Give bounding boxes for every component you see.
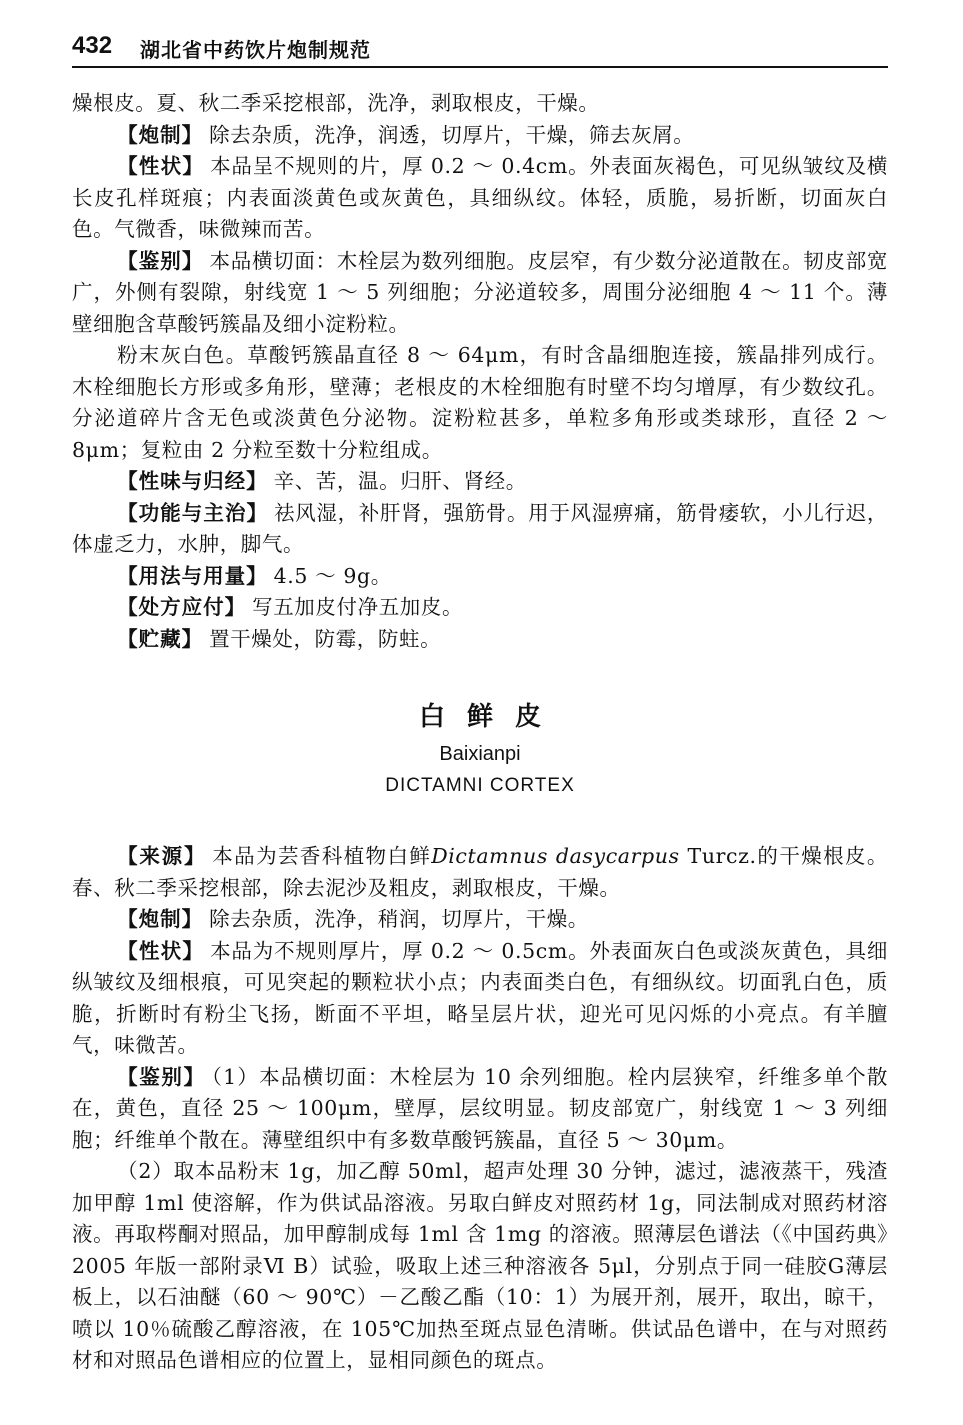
prescription-text: 写五加皮付净五加皮。 bbox=[252, 595, 464, 619]
powder-paragraph: 粉末灰白色。草酸钙簇晶直径 8 ～ 64μm，有时含晶细胞连接，簇晶排列成行。木栓细胞长方形或多角形，壁薄；老根皮的木栓细胞有时壁不均匀增厚，有少数纹孔。分泌道碎片含无色或淡黄色分泌物。淀粉粒甚多，单粒多角形或类球形，直径 2 ～ 8μm；复粒由 2 分粒至数十分粒组成。 bbox=[72, 343, 888, 462]
character-label: 【性状】 bbox=[117, 154, 205, 178]
monograph-title-block bbox=[72, 699, 888, 801]
character-text: 本品呈不规则的片，厚 0.2 ～ 0.4cm。外表面灰褐色，可见纵皱纹及横长皮孔样斑痕；内表面淡黄色或灰黄色，具细纵纹。体轻，质脆，易折断，切面灰白色。气微香，味微辣而苦。 bbox=[72, 154, 889, 241]
storage-paragraph bbox=[72, 624, 888, 656]
identification-text-2: （1）本品横切面：木栓层为 10 余列细胞。栓内层狭窄，纤维多单个散在，黄色，直径 25 ～ 100μm，壁厚，层纹明显。韧皮部宽广，射线宽 1 ～ 3 列细胞；纤维单个散在。薄壁组织中有多数草酸钙簇晶，直径 5 ～ 30μm。 bbox=[72, 1064, 889, 1152]
prescription-label: 【处方应付】 bbox=[117, 595, 247, 619]
page-number: 432 bbox=[72, 32, 113, 59]
identification-paragraph-2 bbox=[72, 1062, 888, 1157]
dosage-paragraph bbox=[72, 561, 888, 593]
dosage-label: 【用法与用量】 bbox=[117, 563, 268, 588]
identification-text: 本品横切面：木栓层为数列细胞。皮层窄，有少数分泌道散在。韧皮部宽广，外侧有裂隙，射线宽 1 ～ 5 列细胞；分泌道较多，周围分泌细胞 4 ～ 11 个。薄壁细胞含草酸钙簇晶及细小淀粉粒。 bbox=[72, 248, 889, 336]
character-paragraph-2 bbox=[72, 936, 888, 1062]
processing-label: 【炮制】 bbox=[117, 122, 204, 147]
processing-paragraph-2 bbox=[72, 904, 888, 936]
identification-label-2: 【鉴别】 bbox=[117, 1064, 206, 1089]
monograph-title-pinyin: Baixianpi bbox=[439, 743, 521, 765]
source-latin-name: Dictamnus dasycarpus bbox=[431, 844, 680, 868]
book-title: 湖北省中药饮片炮制规范 bbox=[140, 38, 371, 62]
tlc-paragraph: （2）取本品粉末 1g，加乙醇 50ml，超声处理 30 分钟，滤过，滤液蒸干，残渣加甲醇 1ml 使溶解，作为供试品溶液。另取白鲜皮对照药材 1g，同法制成对照药材溶液。再取梣酮对照品，加甲醇制成每 1ml 含 1mg 的溶液。照薄层色谱法（《中国药典》2005 年版一部附录Ⅵ B）试验，吸取上述三种溶液各 5μl，分别点于同一硅胶G薄层板上，以石油醚（60 ～ 90℃）－乙酸乙酯（10：1）为展开剂，展开，取出，晾干，喷以 10％硫酸乙醇溶液，在 105℃加热至斑点显色清晰。供试品色谱中，在与对照药材和对照品色谱相应的位置上，显相同颜色的斑点。 bbox=[72, 1159, 888, 1372]
function-label: 【功能与主治】 bbox=[117, 500, 269, 525]
source-text-2: Turcz.的干燥根皮。春、秋二季采挖根部，除去泥沙及粗皮，剥取根皮，干燥。 bbox=[72, 844, 888, 900]
entry-wujiapi-continued bbox=[72, 88, 888, 655]
function-text: 祛风湿，补肝肾，强筋骨。用于风湿痹痛，筋骨痿软，小儿行迟，体虚乏力，水肿，脚气。 bbox=[72, 500, 888, 556]
continued-text: 燥根皮。夏、秋二季采挖根部，洗净，剥取根皮，干燥。 bbox=[72, 91, 600, 115]
function-paragraph bbox=[72, 498, 888, 561]
processing-label-2: 【炮制】 bbox=[117, 907, 204, 931]
processing-text: 除去杂质，洗净，润透，切厚片，干燥，筛去灰屑。 bbox=[209, 122, 695, 147]
source-paragraph bbox=[72, 841, 888, 904]
processing-text-2: 除去杂质，洗净，稍润，切厚片，干燥。 bbox=[209, 907, 589, 931]
taste-meridian-label: 【性味与归经】 bbox=[117, 469, 268, 493]
storage-label: 【贮藏】 bbox=[117, 626, 204, 651]
identification-label: 【鉴别】 bbox=[117, 248, 204, 273]
source-text-1: 本品为芸香科植物白鲜 bbox=[212, 844, 432, 868]
identification-paragraph bbox=[72, 246, 888, 341]
character-label-2: 【性状】 bbox=[117, 938, 205, 963]
taste-meridian-paragraph bbox=[72, 466, 888, 498]
processing-paragraph bbox=[72, 120, 888, 152]
running-header bbox=[72, 30, 888, 68]
source-label: 【来源】 bbox=[117, 844, 207, 868]
character-paragraph bbox=[72, 151, 888, 246]
dosage-text: 4.5 ～ 9g。 bbox=[273, 563, 392, 588]
monograph-title-chinese: 白鲜皮 bbox=[418, 702, 563, 732]
taste-meridian-text: 辛、苦，温。归肝、肾经。 bbox=[273, 469, 527, 493]
character-text-2: 本品为不规则厚片，厚 0.2 ～ 0.5cm。外表面灰白色或淡灰黄色，具细纵皱纹及细根痕，可见突起的颗粒状小点；内表面类白色，有细纵纹。切面乳白色，质脆，折断时有粉尘飞扬，断面不平坦，略呈层片状，迎光可见闪烁的小亮点。有羊膻气，味微苦。 bbox=[72, 938, 889, 1057]
page-body bbox=[72, 88, 888, 1377]
prescription-paragraph bbox=[72, 592, 888, 624]
monograph-title-latin: DICTAMNI CORTEX bbox=[385, 775, 575, 796]
storage-text: 置干燥处，防霉，防蛀。 bbox=[209, 626, 442, 651]
entry-baixianpi bbox=[72, 841, 888, 1377]
